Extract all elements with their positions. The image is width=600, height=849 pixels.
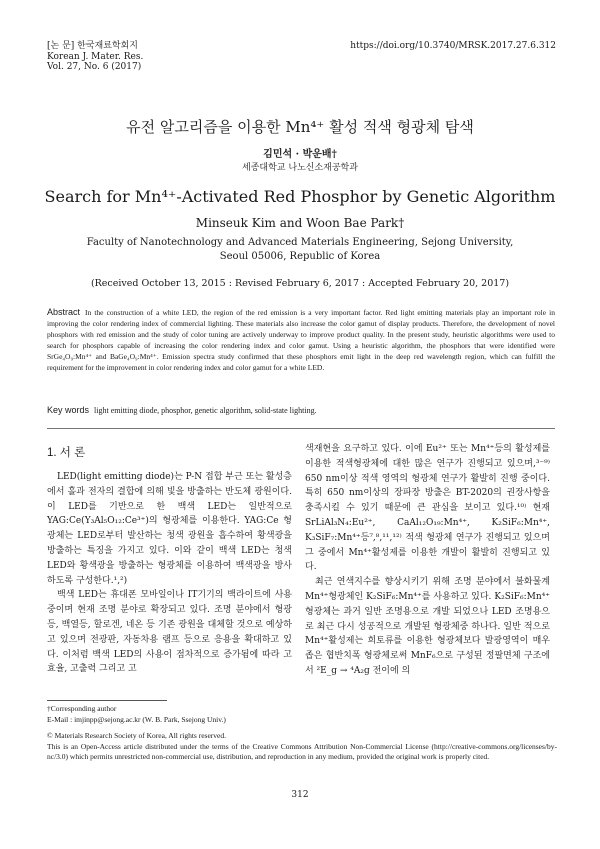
body-paragraph: 색재현을 요구하고 있다. 이에 Eu²⁺ 또는 Mn⁴⁺등의 활성제를 이용한 적색형광체에 대한 많은 연구가 진행되고 있으며,³⁻⁹⁾ 650 nm이상 적색 영역의 형광체 연구가 활발히 진행 중이다. 특히 650 nm이상의 장파장 방출은 BT-2020의 권장사항을 충족시킬 수 있기 때문에 큰 관심을 보이고 있다.¹⁰⁾ 현재 SrLiAl₃N₄:Eu²⁺, CaAl₁₂O₁₉:Mn⁴⁺, K₂SiF₆:Mn⁴⁺, K₃SiF₇:Mn⁴⁺등⁷,⁸,¹¹,¹²⁾ 적색 형광체 연구가 진행되고 있으며 그 중에서 Mn⁴⁺활성제를 이용한 개발이 활발히 진행되고 있다. (305, 444, 550, 573)
journal-name-english: Korean J. Mater. Res. (47, 51, 144, 62)
page-number: 312 (291, 790, 309, 800)
email-note: E-Mail : imjinpp@sejong.ac.kr (W. B. Park, Ssejong Univ.) (47, 714, 226, 724)
affiliation-korean: 세종대학교 나노신소재공학과 (242, 163, 358, 173)
keywords-text: light emitting diode, phosphor, genetic algorithm, solid-state lighting. (94, 406, 317, 415)
body-paragraph: 백색 LED는 휴대폰 모바일이나 IT기기의 백라이트에 사용 중이며 현재 조명 분야로 확장되고 있다. 조명 분야에서 형광등, 백열등, 할로겐, 네온 등 기존 광원을 대체할 것으로 예상하고 있으며 전광판, 자동차용 램프 등으로 응용을 확대하고 있다. 이처럼 백색 LED의 사용이 점차적으로 증가됨에 따라 고효율, 고출력 그리고 고 (47, 590, 292, 675)
footnote-rule (47, 700, 167, 701)
body-column-right (305, 442, 550, 679)
affiliation-english-line2: Seoul 05006, Republic of Korea (219, 251, 381, 262)
keywords-label: Key words (47, 405, 90, 415)
correspondence-footnote (47, 704, 557, 725)
affiliation-english-line1: Faculty of Nanotechnology and Advanced Materials Engineering, Sejong University, (86, 237, 514, 248)
corresponding-author-note: †Corresponding author (47, 704, 117, 713)
section-heading-introduction: 1. 서 론 (47, 447, 86, 459)
license-footnote (47, 731, 557, 763)
keywords (47, 405, 555, 415)
body-paragraph: 최근 연색지수를 향상시키기 위해 조명 분야에서 불화물계 Mn⁴⁺형광체인 K₂SiF₆:Mn⁴⁺를 사용하고 있다. K₂SiF₆:Mn⁴⁺형광체는 과거 일반 조명용으로 개발 되었으나 LED 조명용으로 최근 다시 성공적으로 개발된 형광체중 하나다. 일반 적으로 Mn⁴⁺활성제는 희토류를 이용한 형광체보다 발광영역이 매우 좁은 협반치폭 형광체로써 MnF₆으로 구성된 정팔면체 구조에서 ²E_g → ⁴A₂g 전이에 의 (305, 577, 550, 676)
journal-name-korean: [논 문] 한국재료학회지 (47, 41, 138, 51)
copyright-note: © Materials Research Society of Korea, All rights reserved. (47, 731, 226, 740)
title-english: Search for Mn⁴⁺-Activated Red Phosphor by Genetic Algorithm (44, 187, 556, 206)
title-korean: 유전 알고리즘을 이용한 Mn⁴⁺ 활성 적색 형광체 탐색 (126, 118, 474, 136)
license-note: This is an Open-Access article distributed under the terms of the Creative Commons Attribution Non-Commercial License (http://creative-commons.org/licenses/by-nc/3.0) which permits unrestricted non-commercial use, distribution, and reproduction in any medium, provided the original work is properly cited. (47, 741, 557, 761)
section-divider (47, 428, 555, 429)
authors-english: Minseuk Kim and Woon Bae Park† (195, 216, 405, 230)
journal-volume: Vol. 27, No. 6 (2017) (47, 62, 142, 72)
body-column-left (47, 470, 292, 677)
received-dates: (Received October 13, 2015 : Revised February 6, 2017 : Accepted February 20, 2017) (90, 278, 510, 289)
abstract-label: Abstract (47, 307, 81, 317)
abstract-text: In the construction of a white LED, the region of the red emission is a very important factor. Red light emitting materials play an important role in improving the color rendering index of commercial lighting. These materials also increase the color gamut of display products. Therefore, the development of novel phosphors with red emission and the study of color tuning are actively underway to improve product quality. In the present study, heuristic algorithms were used to search for phosphors capable of increasing the color rendering index and color gamut. Using a heuristic algorithm, the phosphors that were identified were SrGe₄O₉:Mn⁴⁺ and BaGe₄O₉:Mn⁴⁺. Emission spectra study confirmed that these phosphors emit light in the deep red wavelength region, which can fulfill the requirement for the improvement in color rendering index and color gamut for a white LED. (47, 308, 555, 372)
authors-korean: 김민석 · 박운배† (263, 149, 337, 160)
doi-link[interactable]: https://doi.org/10.3740/MRSK.2017.27.6.312 (350, 41, 556, 51)
body-paragraph: LED(light emitting diode)는 P-N 접합 부근 또는 활성층에서 홀과 전자의 결합에 의해 빛을 방출하는 반도체 광원이다. 이 LED를 기반으로 한 백색 LED는 일반적으로 YAG:Ce(Y₃Al₅O₁₂:Ce³⁺)의 형광체를 이용한다. YAG:Ce 형광체는 LED로부터 발산하는 청색 광원을 흡수하여 황색광을 방출하는 특징을 가지고 있다. 이와 같이 백색 LED는 청색 LED와 황색광을 방출하는 형광체를 이용하여 백색광을 방사하도록 구성한다.¹,²) (47, 472, 292, 586)
journal-header (47, 41, 143, 73)
abstract (47, 307, 555, 373)
